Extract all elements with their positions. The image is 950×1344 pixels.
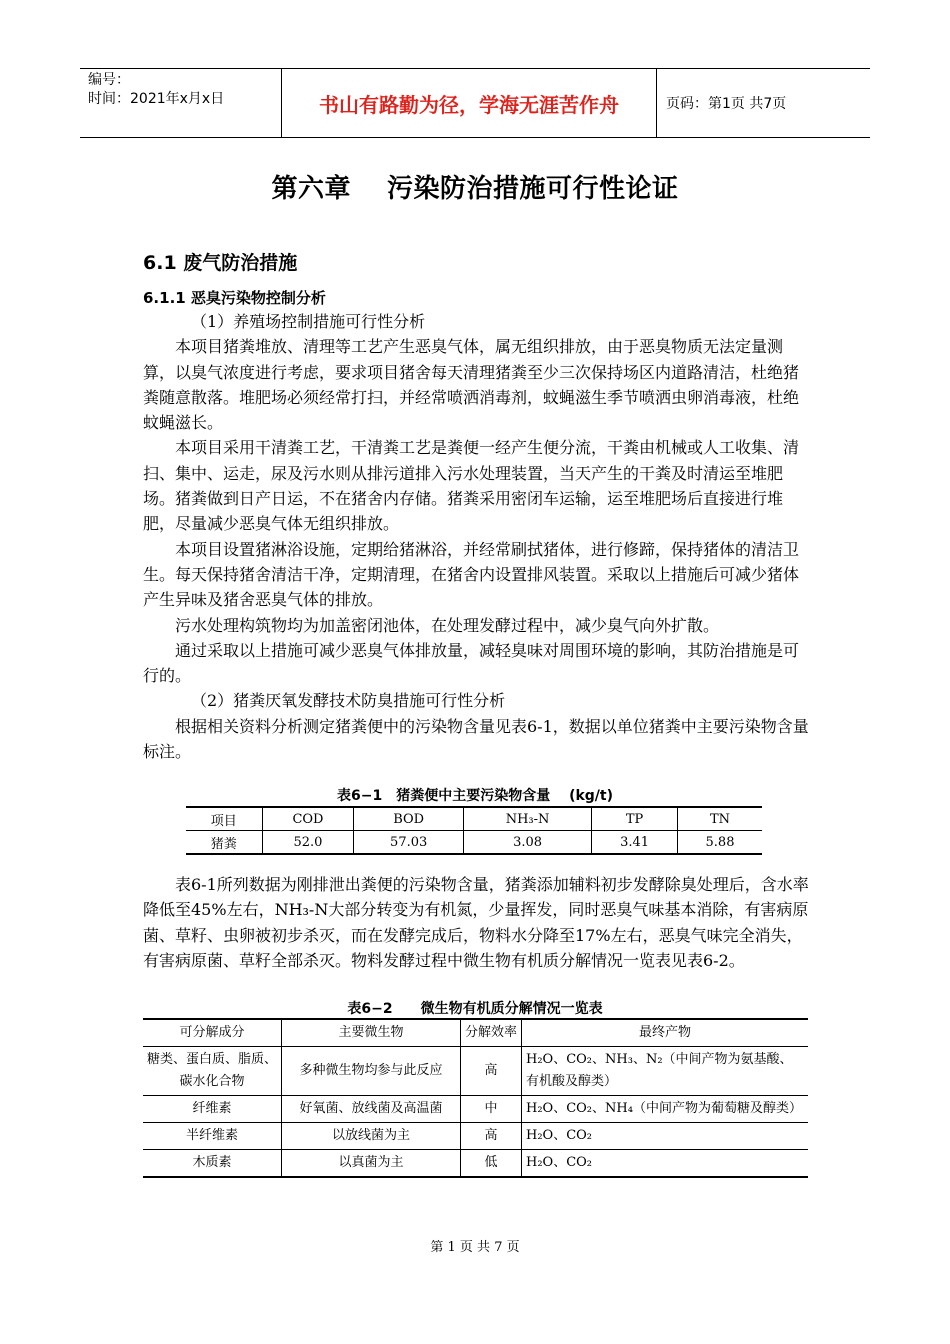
table-cell: 以真菌为主 — [282, 1150, 461, 1178]
page-header — [80, 68, 870, 138]
table-cell: 木质素 — [143, 1150, 282, 1178]
decomposition-table — [143, 1018, 808, 1178]
table-row — [186, 831, 762, 855]
table-cell: 中 — [461, 1096, 522, 1123]
paragraph-subheading-1: （1）养殖场控制措施可行性分析 — [191, 312, 426, 331]
table-header-cell: COD — [262, 807, 354, 831]
table-cell: H₂O、CO₂、NH₃、N₂（中间产物为氨基酸、有机酸及醇类） — [522, 1047, 809, 1096]
table-cell: H₂O、CO₂、NH₄（中间产物为葡萄糖及醇类） — [522, 1096, 809, 1123]
table2-caption: 表6−2 微生物有机质分解情况一览表 — [347, 1001, 603, 1017]
table1-caption: 表6−1 猪粪便中主要污染物含量 (kg/t) — [336, 788, 614, 804]
table-row — [143, 1123, 808, 1150]
table-cell: 糖类、蛋白质、脂质、碳水化合物 — [143, 1047, 282, 1096]
header-page-number: 页码：第1页 共7页 — [666, 96, 787, 112]
paragraph: 本项目设置猪淋浴设施，定期给猪淋浴，并经常刷拭猪体，进行修蹄，保持猪体的清洁卫生。每天保持猪舍清洁干净，定期清理，在猪舍内设置排风装置。采取以上措施后可减少猪体产生异味及猪舍恶臭气体的排放。 — [143, 539, 800, 610]
table-header-cell: TN — [678, 807, 763, 831]
table-header-cell: NH₃-N — [463, 807, 591, 831]
table-cell: 52.0 — [262, 831, 354, 855]
header-motto: 书山有路勤为径，学海无涯苦作舟 — [282, 69, 657, 137]
table-cell: 好氧菌、放线菌及高温菌 — [282, 1096, 461, 1123]
body-text-block — [143, 309, 809, 764]
page-footer: 第 1 页 共 7 页 — [430, 1240, 520, 1255]
paragraph-after-table1: 表6-1所列数据为刚排泄出粪便的污染物含量，猪粪添加辅料初步发酵除臭处理后，含水率降低至45%左右，NH₃-N大部分转变为有机氮，少量挥发，同时恶臭气味基本消除，有害病原菌、草籽、虫卵被初步杀灭，而在发酵完成后，物料水分降至17%左右，恶臭气味完全消失，有害病原菌、草籽全部杀灭。物料发酵过程中微生物有机质分解情况一览表见表6-2。 — [143, 875, 809, 970]
table-cell: 高 — [461, 1123, 522, 1150]
table-cell: 3.08 — [463, 831, 591, 855]
table-cell: 低 — [461, 1150, 522, 1178]
paragraph: 本项目采用干清粪工艺，干清粪工艺是粪便一经产生便分流，干粪由机械或人工收集、清扫、集中、运走，尿及污水则从排污道排入污水处理装置，当天产生的干粪及时清运至堆肥场。猪粪做到日产日运，不在猪舍内存储。猪粪采用密闭车运输，运至堆肥场后直接进行堆肥，尽量减少恶臭气体无组织排放。 — [143, 438, 800, 534]
table-cell: 高 — [461, 1047, 522, 1096]
table-header-cell: 可分解成分 — [143, 1019, 282, 1047]
paragraph: 通过采取以上措施可减少恶臭气体排放量，减轻臭味对周围环境的影响，其防治措施是可行的。 — [143, 640, 800, 686]
paragraph: 污水处理构筑物均为加盖密闭池体，在处理发酵过程中，减少臭气向外扩散。 — [175, 615, 720, 635]
section-heading: 6.1 废气防治措施 — [143, 252, 298, 274]
subsection-heading: 6.1.1 恶臭污染物控制分析 — [143, 289, 326, 307]
chapter-title: 第六章 污染防治措施可行性论证 — [271, 174, 679, 204]
paragraph: 根据相关资料分析测定猪粪便中的污染物含量见表6-1，数据以单位猪粪中主要污染物含量标注。 — [143, 716, 809, 762]
table-row — [143, 1096, 808, 1123]
paragraph-subheading-2: （2）猪粪厌氧发酵技术防臭措施可行性分析 — [191, 691, 506, 711]
table-header-cell: TP — [592, 807, 678, 831]
table-header-row — [143, 1019, 808, 1047]
table-header-cell: 分解效率 — [461, 1019, 522, 1047]
table-row — [143, 1150, 808, 1178]
table-cell: 多种微生物均参与此反应 — [282, 1047, 461, 1096]
document-date: 时间：2021年x月x日 — [88, 91, 225, 107]
table-cell: H₂O、CO₂ — [522, 1150, 809, 1178]
table-cell: 纤维素 — [143, 1096, 282, 1123]
header-meta — [80, 69, 282, 137]
table-cell: 以放线菌为主 — [282, 1123, 461, 1150]
document-number: 编号： — [88, 72, 130, 88]
table-header-row — [186, 807, 762, 831]
paragraph: 本项目猪粪堆放、清理等工艺产生恶臭气体，属无组织排放，由于恶臭物质无法定量测算，以臭气浓度进行考虑，要求项目猪舍每天清理猪粪至少三次保持场区内道路清洁，杜绝猪粪随意散落。堆肥场必须经常打扫，并经常喷洒消毒剂，蚊蝇滋生季节喷洒虫卵消毒液，杜绝蚊蝇滋长。 — [143, 337, 800, 433]
table-row — [143, 1047, 808, 1096]
table-cell: 57.03 — [354, 831, 464, 855]
table-header-cell: 项目 — [186, 807, 262, 831]
table-header-cell: BOD — [354, 807, 464, 831]
table-header-cell: 最终产物 — [522, 1019, 809, 1047]
table-cell: H₂O、CO₂ — [522, 1123, 809, 1150]
table-cell: 猪粪 — [186, 831, 262, 855]
table-header-cell: 主要微生物 — [282, 1019, 461, 1047]
table-cell: 半纤维素 — [143, 1123, 282, 1150]
table-cell: 5.88 — [678, 831, 763, 855]
table-cell: 3.41 — [592, 831, 678, 855]
pollutant-table — [186, 806, 762, 855]
